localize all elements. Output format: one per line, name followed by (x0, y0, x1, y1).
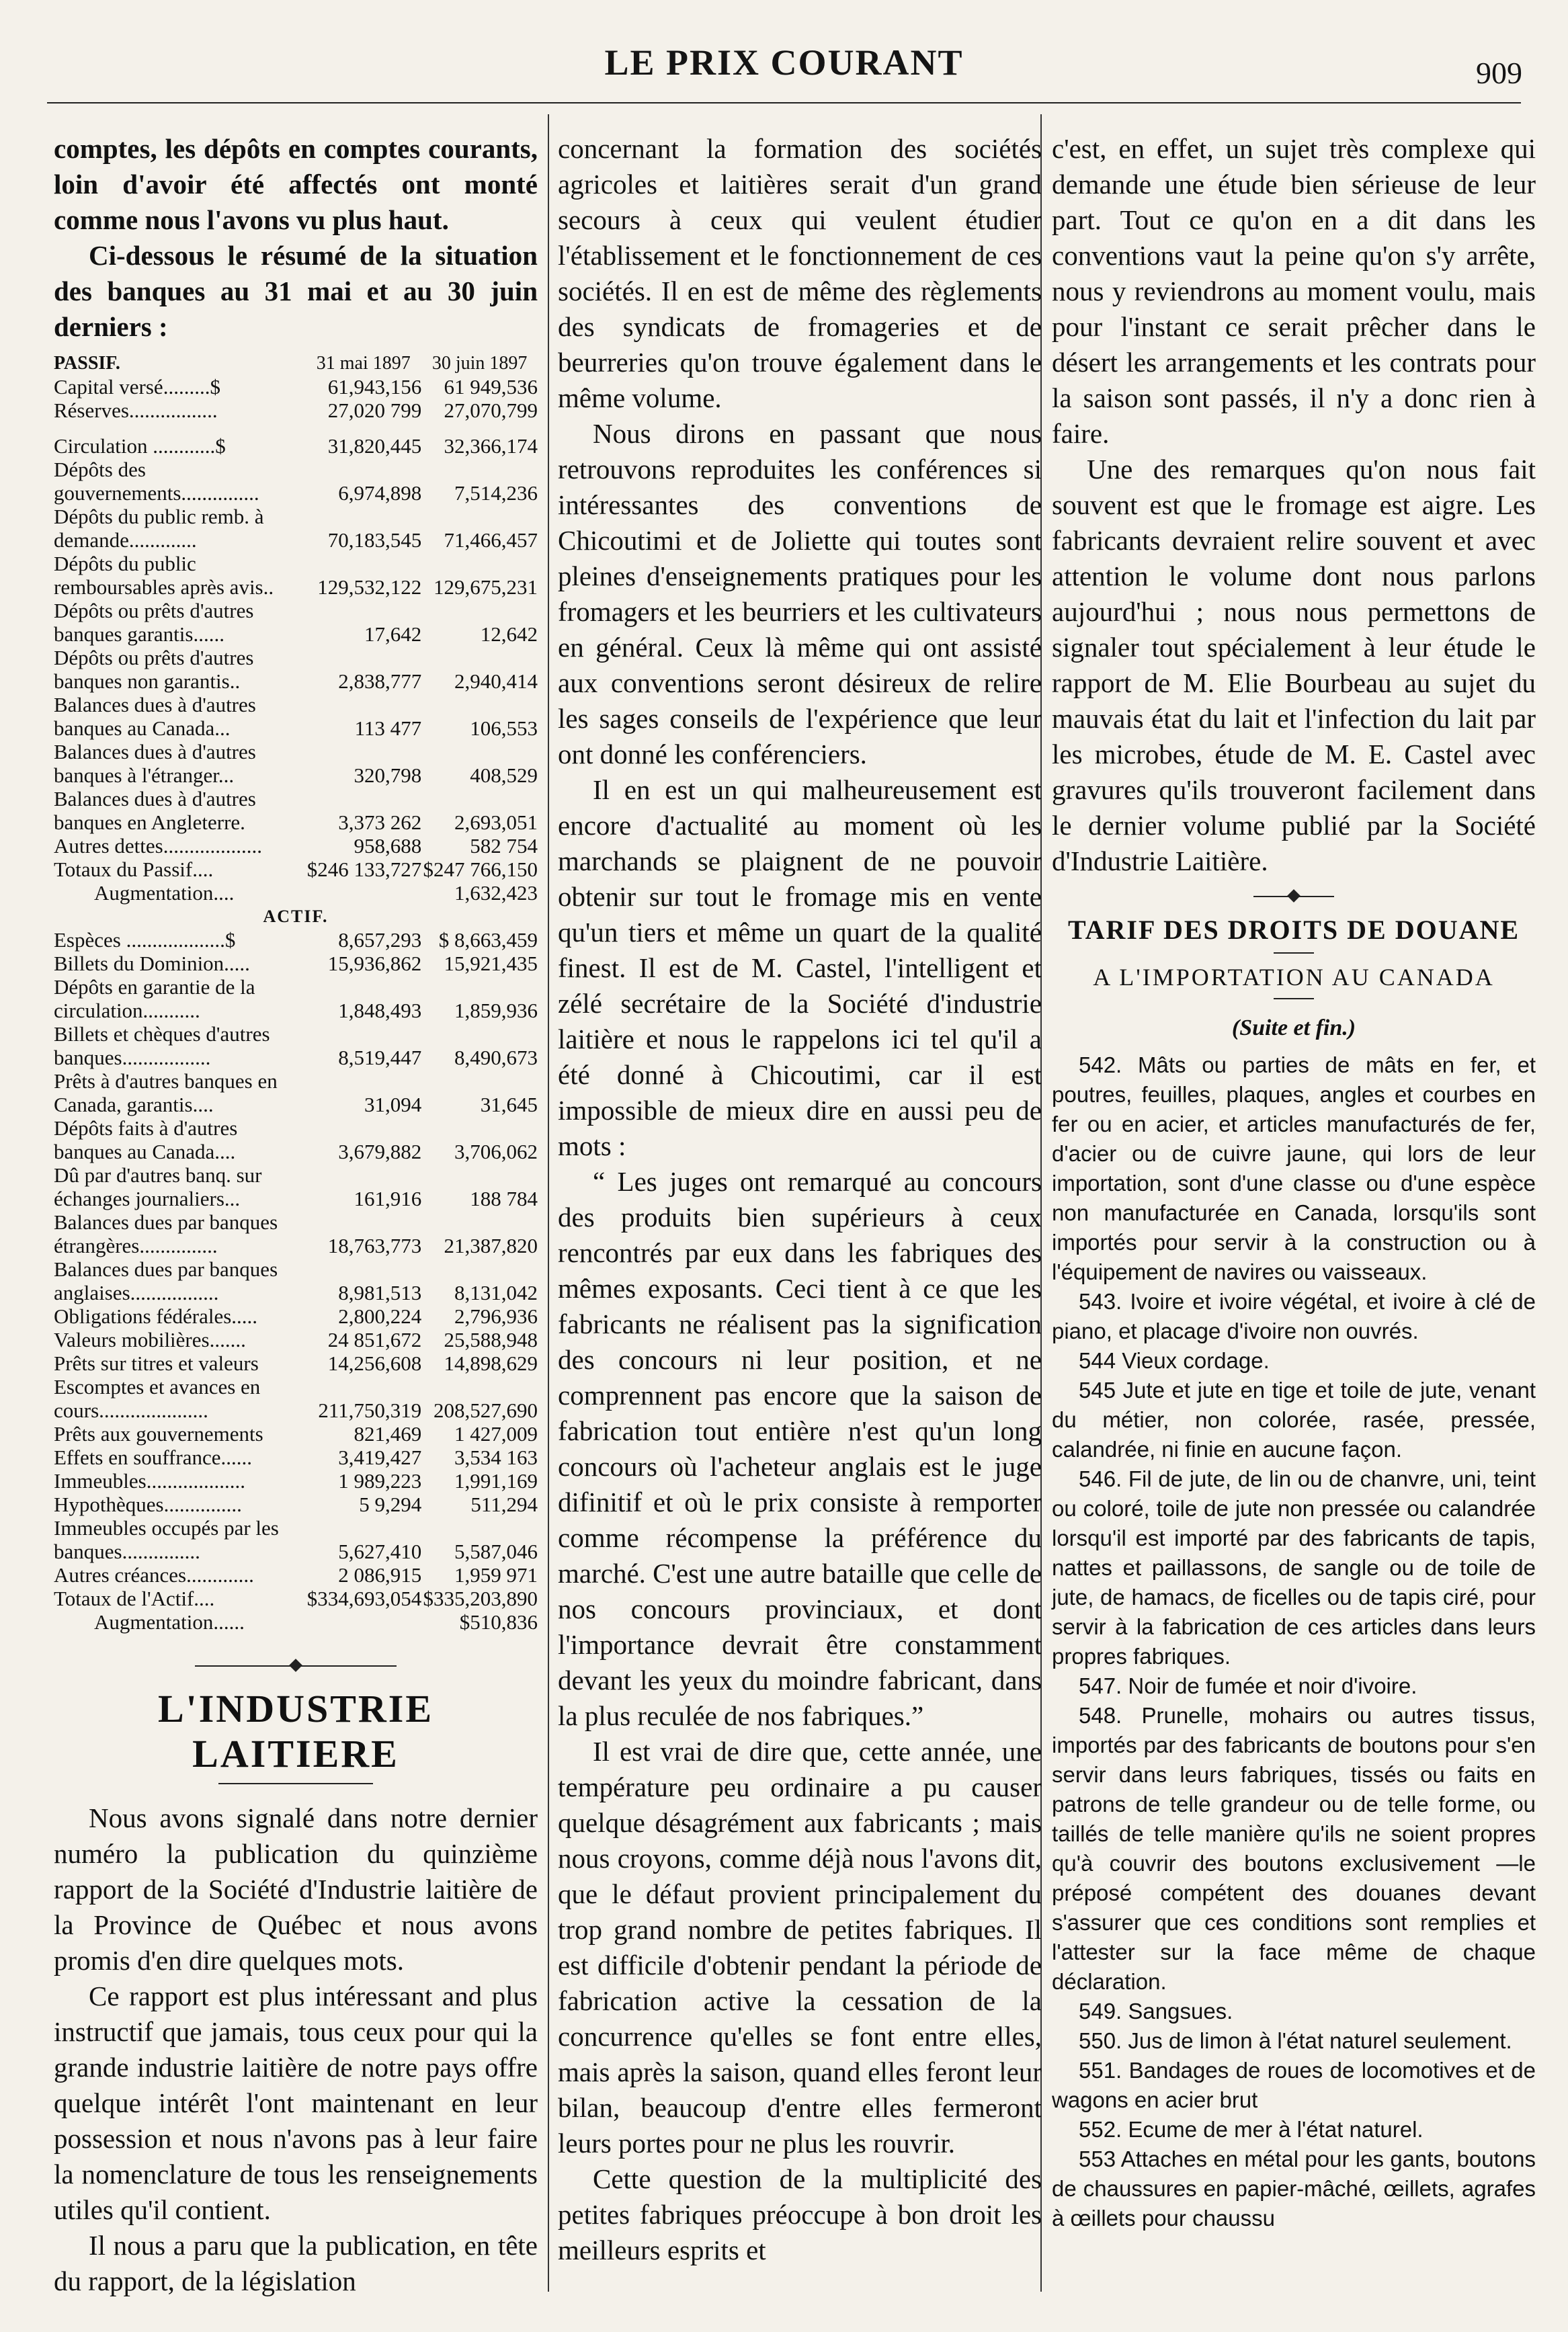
row-label: Balances dues par banques anglaises................. (54, 1257, 278, 1304)
row-may-value: 8,657,293 (338, 928, 422, 952)
tariff-ornament (1253, 891, 1334, 902)
col-head-may: 31 mai 1897 (316, 353, 411, 374)
col2-para-1: concernant la formation des sociétés agricoles et laitières serait d'un grand secours à ceux qui veulent étudier l'établissement et le fonctionnement de ces sociétés. Il en est de même des règlements des syndicats de fromageries et de beurreries qu'on trouve également dans le même volume. (558, 133, 1042, 413)
row-june-value: 7,514,236 (454, 481, 538, 505)
row-june-value: 31,645 (480, 1093, 538, 1116)
col2-para-6: Cette question de la multiplicité des petites fabriques préoccupe à bon droit les meilleurs esprits et (558, 2163, 1042, 2265)
passif-total-label: Totaux du Passif.... (54, 858, 214, 881)
table-row (54, 1069, 538, 1116)
row-label: Autres créances............. (54, 1563, 254, 1587)
row-june-value: 2,693,051 (454, 810, 538, 834)
col3-para-2: Une des remarques qu'on nous fait souvent est que le fromage est aigre. Les fabricants devraient relire souvent et avec attention le volume dont nous parlons aujourd'hui ; nous nous permettons de signaler tout spécialement à leur étude le rapport de M. Elie Bourbeau au sujet du mauvais état du lait et l'infection du lait par les microbes, étude de M. E. Castel avec gravures qu'ils trouveront facilement dans le dernier volume publié par la Société d'Industrie Laitière. (1052, 454, 1536, 876)
row-june-value: 408,529 (470, 763, 538, 787)
table-row (54, 375, 538, 399)
table-row (54, 1469, 538, 1493)
tariff-item: 544 Vieux cordage. (1079, 1348, 1270, 1373)
row-label: Billets et chèques d'autres banques................. (54, 1022, 270, 1069)
table-row (54, 1304, 538, 1328)
tariff-rule-2 (1274, 998, 1314, 999)
page-number: 909 (1476, 56, 1522, 90)
row-may-value: 3,679,882 (338, 1140, 422, 1163)
row-june-value: 1,959 971 (454, 1563, 538, 1587)
row-label: Autres dettes................... (54, 834, 262, 858)
col-head-june: 30 juin 1897 (431, 353, 528, 374)
row-june-value: 32,366,174 (444, 434, 538, 458)
row-june-value: 8,131,042 (454, 1281, 538, 1304)
row-label: Prêts sur titres et valeurs (54, 1351, 259, 1375)
table-row (54, 1163, 538, 1210)
row-june-value: 1,991,169 (454, 1469, 538, 1493)
row-june-value: 15,921,435 (444, 952, 538, 975)
row-may-value: 31,094 (364, 1093, 422, 1116)
row-june-value: 208,527,690 (434, 1399, 538, 1422)
row-may-value: 129,532,122 (317, 575, 422, 599)
row-may-value: 8,519,447 (338, 1046, 422, 1069)
row-may-value: 3,373 262 (338, 810, 422, 834)
table-row (54, 1493, 538, 1516)
table-row (54, 1328, 538, 1351)
row-label: Dépôts des gouvernements............... (54, 458, 259, 505)
row-may-value: 161,916 (354, 1187, 422, 1210)
table-row (54, 928, 538, 952)
table-row (54, 1516, 538, 1563)
row-june-value: 61 949,536 (444, 375, 538, 399)
row-may-value: 8,981,513 (338, 1281, 422, 1304)
row-label: Balances dues à d'autres banques à l'étranger... (54, 740, 256, 787)
table-row (54, 646, 538, 693)
row-may-value: 31,820,445 (327, 434, 422, 458)
table-row (54, 399, 538, 422)
actif-aug-june: $510,836 (459, 1610, 538, 1634)
row-june-value: 12,642 (480, 622, 538, 646)
row-label: Dépôts en garantie de la circulation........... (54, 975, 255, 1022)
table-row (54, 434, 538, 458)
row-june-value: 3,706,062 (454, 1140, 538, 1163)
table-row (54, 458, 538, 505)
table-row (54, 740, 538, 787)
col1-intro-2: Ci-dessous le résumé de la situation des banques au 31 mai et au 30 juin derniers : (54, 240, 538, 342)
tariff-item: 543. Ivoire et ivoire végétal, et ivoire à clé de piano, et placage d'ivoire non ouvrés. (1052, 1289, 1536, 1343)
col1-section-para-1: Nous avons signalé dans notre dernier numéro la publication du quinzième rapport de la Société d'Industrie laitière de la Province de Québec et nous avons promis d'en dire quelques mots. (54, 1802, 538, 1976)
tariff-title: TARIF DES DROITS DE DOUANE (1067, 915, 1520, 945)
row-june-value: 2,796,936 (454, 1304, 538, 1328)
col1-section-para-2: Ce rapport est plus intéressant and plus instructif que jamais, tous ceux pour qui la grande industrie laitière de notre pays offre quelque intérêt l'ont maintenant en leur possession et nous n'avons pas à leur faire la nomenclature de tous les renseignements utiles qu'il contient. (54, 1981, 538, 2225)
row-may-value: 821,469 (354, 1422, 422, 1446)
table-row (54, 1446, 538, 1469)
table-row (54, 1210, 538, 1257)
table-row (54, 693, 538, 740)
row-may-value: 61,943,156 (327, 375, 422, 399)
row-may-value: 18,763,773 (327, 1234, 422, 1257)
row-may-value: 2,800,224 (338, 1304, 422, 1328)
row-may-value: 70,183,545 (327, 528, 422, 552)
column-3 (1052, 131, 1536, 2233)
table-row (54, 787, 538, 834)
row-label: Capital versé.........$ (54, 375, 220, 399)
table-row (54, 1422, 538, 1446)
row-june-value: 27,070,799 (444, 399, 538, 422)
tariff-item: 551. Bandages de roues de locomotives et de wagons en acier brut (1052, 2058, 1536, 2112)
row-may-value: 2 086,915 (338, 1563, 422, 1587)
col2-para-3: Il en est un qui malheureusement est encore d'actualité au moment où les marchands se plaignent de ne pouvoir obtenir sur tout le fromage mis en vente qu'un tiers et même un quart de la qualité finest. Il est de M. Castel, l'intelligent et zélé secrétaire de la Société d'industrie laitière et nous le rappelons ici tel qu'il a été donné à Chicoutimi, car il est impossible de mieux dire en aussi peu de mots : (558, 774, 1042, 1161)
row-june-value: 14,898,629 (444, 1351, 538, 1375)
row-june-value: 129,675,231 (434, 575, 538, 599)
row-june-value: 1 427,009 (454, 1422, 538, 1446)
row-label: Valeurs mobilières....... (54, 1328, 246, 1351)
col2-para-4: “ Les juges ont remarqué au concours des produits bien supérieurs à ceux rencontrés par eux dans les fabriques des mêmes exposants. Ceci tient à ce que les fabricants ne réalisent pas la signification des concours ni leur position, et ne comprennent pas encore que la saison de fabrication tout entière n'est qu'un long concours où l'acheteur anglais est le juge difinitif et où le prix consiste à remporter comme récompense la préférence du marché. C'est une autre bataille que celle de nos concours provinciaux, et dont l'importance devrait être constamment devant les yeux du moindre fabricant, dans la plus reculée de nos fabriques.” (558, 1166, 1042, 1731)
row-june-value: 106,553 (470, 716, 538, 740)
table-row (54, 1257, 538, 1304)
table-row (54, 1563, 538, 1587)
row-may-value: 1 989,223 (338, 1469, 422, 1493)
table-row (54, 1375, 538, 1422)
row-label: Escomptes et avances en cours..................... (54, 1375, 261, 1422)
table-row (54, 1116, 538, 1163)
passif-aug-june: 1,632,423 (454, 881, 538, 905)
passif-aug-label: Augmentation.... (94, 881, 235, 905)
row-june-value: 5,587,046 (454, 1540, 538, 1563)
page-header-title: LE PRIX COURANT (604, 42, 964, 83)
row-may-value: 3,419,427 (338, 1446, 422, 1469)
tariff-item: 545 Jute et jute en tige et toile de jute, venant du métier, non colorée, rasée, pressée, calandrée, ni finie en aucune façon. (1052, 1378, 1536, 1462)
row-label: Balances dues à d'autres banques au Canada... (54, 693, 256, 740)
actif-total-may: $334,693,054 (306, 1587, 422, 1610)
row-june-value: 21,387,820 (444, 1234, 538, 1257)
passif-total-june: $247 766,150 (423, 858, 538, 881)
tariff-note: (Suite et fin.) (1231, 1015, 1356, 1040)
row-label: Prêts à d'autres banques en Canada, garantis.... (54, 1069, 278, 1116)
actif-aug-label: Augmentation...... (94, 1610, 245, 1634)
row-label: Billets du Dominion..... (54, 952, 250, 975)
row-label: Réserves................. (54, 399, 218, 422)
row-june-value: 71,466,457 (444, 528, 538, 552)
row-may-value: 17,642 (364, 622, 422, 646)
bank-statement-table (54, 351, 538, 1634)
tariff-item: 547. Noir de fumée et noir d'ivoire. (1079, 1673, 1417, 1698)
col2-para-5: Il est vrai de dire que, cette année, une température peu ordinaire a pu causer quelque désagrément aux fabricants ; mais nous croyons, comme déjà nous l'avons dit, que le défaut provient principalement du trop grand nombre de petites fabriques. Il est difficile d'obtenir pendant la période de fabrication active la cessation de la concurrence qu'elles se font entre elles, mais après la saison, quand elles feront leur bilan, beaucoup d'entre elles fermeront leurs portes pour ne plus les rouvrir. (558, 1736, 1042, 2159)
row-june-value: 1,859,936 (454, 999, 538, 1022)
row-may-value: 14,256,608 (327, 1351, 422, 1375)
row-label: Circulation ............$ (54, 434, 226, 458)
tariff-subtitle: A L'IMPORTATION AU CANADA (1093, 964, 1495, 991)
row-june-value: $ 8,663,459 (438, 928, 538, 952)
tariff-list (1052, 1050, 1536, 2233)
row-label: Effets en souffrance...... (54, 1446, 252, 1469)
row-june-value: 3,534 163 (454, 1446, 538, 1469)
header-rule (47, 102, 1521, 103)
actif-total-label: Totaux de l'Actif.... (54, 1587, 215, 1610)
row-label: Hypothèques............... (54, 1493, 242, 1516)
tariff-item: 549. Sangsues. (1079, 1999, 1233, 2024)
col3-para-1: c'est, en effet, un sujet très complexe qui demande une étude bien sérieuse de leur part. Tout ce qu'on en a dit dans les conventions vaut la peine qu'on s'y arrête, nous y reviendrons au moment voulu, mais pour l'instant ce serait prêcher dans le désert les arrangements et les contrats pour la saison sont passés, il n'y a donc rien à faire. (1052, 133, 1536, 449)
tariff-rule-1 (1274, 952, 1314, 954)
actif-aug-may (305, 1610, 421, 1634)
tariff-item: 552. Ecume de mer à l'état naturel. (1079, 2117, 1423, 2142)
tariff-item: 550. Jus de limon à l'état naturel seulement. (1079, 2028, 1512, 2053)
row-label: Dû par d'autres banq. sur échanges journaliers... (54, 1163, 262, 1210)
row-label: Balances dues par banques étrangères............... (54, 1210, 278, 1257)
table-row (54, 975, 538, 1022)
actif-heading: ACTIF. (263, 907, 329, 926)
table-row (54, 952, 538, 975)
row-june-value: 511,294 (470, 1493, 538, 1516)
row-may-value: 5,627,410 (338, 1540, 422, 1563)
col2-para-2: Nous dirons en passant que nous retrouvons reproduites les conférences si intéressantes des conventions de Chicoutimi et de Joliette qui toutes sont pleines d'enseignements pratiques pour les fromagers et les beurriers et les cultivateurs en général. Ceux là même qui ont assisté aux conventions seront désireux de relire les sages conseils de l'expérience que leur ont donné les conférenciers. (558, 418, 1042, 769)
col1-intro-1: comptes, les dépôts en comptes courants, loin d'avoir été affectés ont monté comme nous l'avons vu plus haut. (54, 133, 538, 235)
table-row (54, 599, 538, 646)
actif-total-june: $335,203,890 (423, 1587, 538, 1610)
row-may-value: 27,020 799 (327, 399, 422, 422)
row-may-value: 6,974,898 (338, 481, 422, 505)
row-may-value: 211,750,319 (318, 1399, 422, 1422)
table-row (54, 1351, 538, 1375)
column-2 (558, 131, 1042, 2268)
passif-total-may: $246 133,727 (306, 858, 422, 881)
section-ornament (195, 1661, 397, 1671)
passif-heading: PASSIF. (54, 353, 120, 374)
row-may-value: 113 477 (354, 716, 422, 740)
row-label: Immeubles................... (54, 1469, 245, 1493)
passif-b-rows (54, 434, 538, 858)
row-label: Dépôts ou prêts d'autres banques garantis...... (54, 599, 254, 646)
row-label: Dépôts ou prêts d'autres banques non garantis.. (54, 646, 254, 693)
col1-section-para-3: Il nous a paru que la publication, en tête du rapport, de la législation (54, 2230, 538, 2296)
row-june-value: 8,490,673 (454, 1046, 538, 1069)
passif-a-rows (54, 375, 538, 422)
actif-rows (54, 928, 538, 1587)
tariff-item: 546. Fil de jute, de lin ou de chanvre, uni, teint ou coloré, toile de jute non pressée ou calandrée lorsqu'il est importé par des fabricants de tapis, nattes et paillassons, de sangle ou de toile de jute, de hamacs, de ficelles ou de tapis ciré, pour servir à la fabrication de ces articles dans leurs propres fabriques. (1052, 1466, 1536, 1669)
table-row (54, 552, 538, 599)
row-label: Prêts aux gouvernements (54, 1422, 263, 1446)
row-may-value: 24 851,672 (327, 1328, 422, 1351)
row-label: Dépôts faits à d'autres banques au Canada.... (54, 1116, 238, 1163)
row-may-value: 958,688 (354, 834, 422, 858)
row-june-value: 2,940,414 (454, 669, 538, 693)
row-june-value: 582 754 (470, 834, 538, 858)
passif-aug-may (305, 881, 421, 905)
section-rule (218, 1783, 373, 1784)
row-june-value: 25,588,948 (444, 1328, 538, 1351)
row-label: Immeubles occupés par les banques............... (54, 1516, 279, 1563)
row-june-value: 188 784 (470, 1187, 538, 1210)
column-1 (54, 131, 538, 2299)
tariff-item: 548. Prunelle, mohairs ou autres tissus, importés par des fabricants de boutons pour s'en servir dans leurs fabriques, tissés ou faits en patrons de telle grandeur ou de telle forme, ou taillés de telle manière qu'ils ne soient propres qu'à couvrir des boutons exclusivement —le préposé compétent des douanes devant s'assurer que ces conditions sont remplies et l'attester sur la face même de chaque déclaration. (1052, 1703, 1536, 1994)
table-row (54, 505, 538, 552)
row-may-value: 320,798 (354, 763, 422, 787)
row-label: Obligations fédérales..... (54, 1304, 258, 1328)
tariff-item: 542. Mâts ou parties de mâts en fer, et poutres, feuilles, plaques, angles et courbes en fer ou en acier, et articles manufacturés de fer, d'acier ou de cuivre jaune, qui lors de leur importation, sont d'une classe ou d'une espèce non manufacturée en Canada, lorsqu'ils sont importés pour servir à la construction ou à l'équipement de navires ou vaisseaux. (1052, 1052, 1536, 1284)
table-row (54, 834, 538, 858)
row-may-value: 15,936,862 (327, 952, 422, 975)
row-label: Espèces ...................$ (54, 928, 236, 952)
row-may-value: 5 9,294 (359, 1493, 422, 1516)
row-may-value: 2,838,777 (338, 669, 422, 693)
row-label: Dépôts du public remb. à demande............. (54, 505, 264, 552)
column-divider-1 (548, 114, 549, 2292)
table-row (54, 1022, 538, 1069)
section-title: L'INDUSTRIE LAITIERE (157, 1687, 434, 1776)
row-label: Balances dues à d'autres banques en Angleterre. (54, 787, 256, 834)
row-may-value: 1,848,493 (338, 999, 422, 1022)
row-label: Dépôts du public remboursables après avis.. (54, 552, 274, 599)
tariff-item: 553 Attaches en métal pour les gants, boutons de chaussures en papier-mâché, œillets, agrafes à œillets pour chaussu (1052, 2147, 1536, 2231)
